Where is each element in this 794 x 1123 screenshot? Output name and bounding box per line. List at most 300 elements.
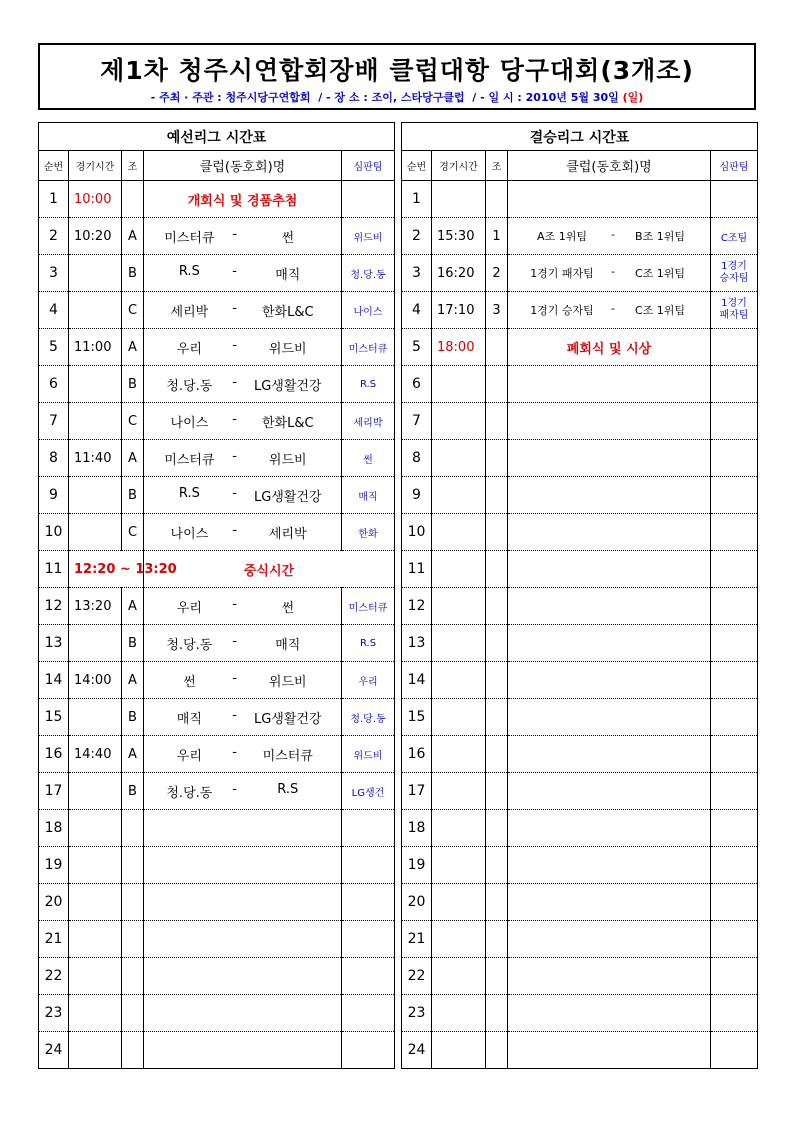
col-header-referee: 심판팀 — [342, 151, 395, 181]
empty-referee — [711, 662, 758, 699]
empty-time — [69, 1032, 122, 1069]
match-cell — [144, 662, 342, 699]
group-cell: B — [122, 699, 144, 736]
referee-cell: 썬 — [342, 440, 395, 477]
team-a: 청.당.동 — [166, 378, 213, 394]
referee-cell: 미스터큐 — [342, 329, 395, 366]
empty-match — [508, 440, 711, 477]
row-number: 12 — [39, 588, 69, 625]
col-header-club: 클럽(동호회)명 — [508, 151, 711, 181]
match-time — [69, 699, 122, 736]
row-number: 24 — [39, 1032, 69, 1069]
empty-time — [69, 921, 122, 958]
row-number: 23 — [402, 995, 432, 1032]
referee-cell — [711, 255, 758, 292]
empty-match — [508, 884, 711, 921]
match-time: 15:30 — [432, 218, 486, 255]
col-header-time: 경기시간 — [432, 151, 486, 181]
final-row — [402, 736, 758, 773]
final-row — [402, 847, 758, 884]
row-number: 15 — [402, 699, 432, 736]
empty-match — [508, 736, 711, 773]
row-number: 6 — [402, 366, 432, 403]
versus-dash: - — [232, 596, 237, 612]
empty-referee — [711, 736, 758, 773]
empty-match — [508, 699, 711, 736]
empty-referee — [342, 958, 395, 995]
final-row — [402, 218, 758, 255]
prelim-row — [39, 625, 395, 662]
final-schedule-table — [401, 122, 758, 1069]
versus-dash: - — [232, 411, 237, 427]
empty-group — [486, 514, 508, 551]
empty-time — [432, 736, 486, 773]
empty-referee — [711, 921, 758, 958]
empty-match — [144, 884, 342, 921]
empty-time — [69, 847, 122, 884]
empty-time — [432, 366, 486, 403]
prelim-row — [39, 810, 395, 847]
empty-time — [69, 958, 122, 995]
empty-group — [122, 810, 144, 847]
team-a: R.S — [178, 485, 200, 501]
empty-match — [508, 477, 711, 514]
team-a: 나이스 — [170, 415, 209, 431]
row-number: 5 — [402, 329, 432, 366]
referee-cell: 우리 — [342, 662, 395, 699]
match-cell — [508, 292, 711, 329]
empty-group — [486, 884, 508, 921]
final-row — [402, 625, 758, 662]
empty-referee — [342, 810, 395, 847]
col-header-time: 경기시간 — [69, 151, 122, 181]
row-number: 16 — [39, 736, 69, 773]
referee-cell: R.S — [342, 366, 395, 403]
row-number: 5 — [39, 329, 69, 366]
empty-group — [122, 1032, 144, 1069]
match-time — [69, 773, 122, 810]
empty-match — [144, 921, 342, 958]
empty-match — [508, 958, 711, 995]
team-a: 미스터큐 — [164, 452, 215, 468]
empty-match — [144, 810, 342, 847]
row-number: 3 — [402, 255, 432, 292]
team-b: 미스터큐 — [262, 748, 313, 764]
prelim-row — [39, 1032, 395, 1069]
final-row — [402, 921, 758, 958]
match-pair — [144, 523, 341, 542]
match-pair — [144, 634, 341, 653]
empty-time — [432, 699, 486, 736]
row-number: 10 — [402, 514, 432, 551]
team-a: 청.당.동 — [166, 637, 213, 653]
empty-group — [486, 440, 508, 477]
empty-referee — [711, 588, 758, 625]
page-title: 제1차 청주시연합회장배 클럽대항 당구대회(3개조) — [100, 56, 694, 85]
referee-two-line — [711, 298, 757, 322]
versus-dash: - — [232, 337, 237, 353]
versus-dash: - — [611, 302, 615, 315]
group-cell: A — [122, 329, 144, 366]
referee-cell: 청.당.동 — [342, 255, 395, 292]
team-b: LG생활건강 — [253, 711, 322, 727]
empty-match — [508, 995, 711, 1032]
empty-time — [432, 773, 486, 810]
match-pair — [508, 302, 710, 318]
final-row — [402, 255, 758, 292]
referee-cell: 나이스 — [342, 292, 395, 329]
empty-time — [432, 995, 486, 1032]
group-cell: B — [122, 255, 144, 292]
match-time: 13:20 — [69, 588, 122, 625]
title-box — [38, 43, 756, 110]
final-row — [402, 699, 758, 736]
team-a: R.S — [178, 263, 200, 279]
row-number: 1 — [39, 181, 69, 218]
team-a: 세리박 — [170, 304, 209, 320]
row-number: 24 — [402, 1032, 432, 1069]
group-cell: A — [122, 440, 144, 477]
versus-dash: - — [232, 300, 237, 316]
row-number: 4 — [402, 292, 432, 329]
match-pair — [144, 671, 341, 690]
row-number: 11 — [402, 551, 432, 588]
subtitle-venue: / - 장 소 : 조이, 스타당구클럽 — [318, 91, 465, 104]
prelim-row — [39, 403, 395, 440]
empty-referee — [711, 625, 758, 662]
final-row — [402, 995, 758, 1032]
empty-match — [508, 551, 711, 588]
empty-referee — [342, 921, 395, 958]
row-number: 7 — [39, 403, 69, 440]
match-cell — [144, 773, 342, 810]
row-number: 7 — [402, 403, 432, 440]
subtitle — [40, 89, 754, 105]
empty-group — [486, 847, 508, 884]
empty-match — [144, 958, 342, 995]
match-time: 17:10 — [432, 292, 486, 329]
prelim-row — [39, 736, 395, 773]
group-cell — [486, 329, 508, 366]
col-header-no: 순번 — [39, 151, 69, 181]
match-cell — [508, 218, 711, 255]
empty-group — [486, 995, 508, 1032]
final-row — [402, 884, 758, 921]
final-row — [402, 588, 758, 625]
match-cell — [144, 477, 342, 514]
row-number: 13 — [402, 625, 432, 662]
empty-group — [122, 995, 144, 1032]
empty-referee — [711, 440, 758, 477]
team-b: LG생활건강 — [253, 489, 322, 505]
empty-time — [432, 551, 486, 588]
col-header-group: 조 — [122, 151, 144, 181]
final-row — [402, 551, 758, 588]
team-b: 세리박 — [268, 526, 307, 542]
versus-dash: - — [232, 744, 237, 760]
match-pair — [144, 745, 341, 764]
row-number: 19 — [402, 847, 432, 884]
final-row — [402, 810, 758, 847]
team-b: R.S — [277, 781, 299, 797]
team-b: 썬 — [281, 600, 295, 616]
empty-time — [432, 514, 486, 551]
team-b: 위드비 — [268, 674, 307, 690]
match-pair — [144, 301, 341, 320]
versus-dash: - — [232, 226, 237, 242]
empty-group — [486, 625, 508, 662]
empty-match — [508, 366, 711, 403]
empty-match — [508, 921, 711, 958]
row-number: 14 — [39, 662, 69, 699]
team-a: 매직 — [176, 711, 202, 727]
empty-referee — [342, 995, 395, 1032]
group-cell: A — [122, 736, 144, 773]
empty-time — [432, 625, 486, 662]
match-pair — [144, 449, 341, 468]
match-cell — [144, 292, 342, 329]
empty-time — [432, 884, 486, 921]
team-a: 우리 — [176, 600, 202, 616]
group-cell: C — [122, 292, 144, 329]
row-number: 22 — [402, 958, 432, 995]
referee-cell — [342, 181, 395, 218]
team-b: C조 1위팀 — [634, 267, 686, 280]
empty-referee — [711, 773, 758, 810]
team-a: 1경기 패자팀 — [530, 267, 594, 280]
prelim-schedule-table — [38, 122, 395, 1069]
empty-referee — [711, 810, 758, 847]
prelim-title: 예선리그 시간표 — [39, 123, 395, 151]
empty-referee — [711, 551, 758, 588]
final-row — [402, 292, 758, 329]
row-number: 2 — [402, 218, 432, 255]
team-b: B조 1위팀 — [635, 230, 685, 243]
team-b: C조 1위팀 — [634, 304, 686, 317]
empty-group — [122, 884, 144, 921]
match-time — [69, 255, 122, 292]
match-cell — [144, 514, 342, 551]
empty-group — [486, 181, 508, 218]
empty-group — [486, 736, 508, 773]
final-row — [402, 440, 758, 477]
prelim-row — [39, 995, 395, 1032]
prelim-row — [39, 699, 395, 736]
referee-cell: 미스터큐 — [342, 588, 395, 625]
prelim-row — [39, 440, 395, 477]
event-time: 10:00 — [69, 181, 122, 218]
match-pair — [144, 227, 341, 246]
group-cell: A — [122, 588, 144, 625]
empty-match — [508, 625, 711, 662]
row-number: 21 — [402, 921, 432, 958]
match-cell — [144, 366, 342, 403]
empty-match — [508, 588, 711, 625]
group-cell: A — [122, 218, 144, 255]
group-cell: B — [122, 366, 144, 403]
match-time — [69, 514, 122, 551]
empty-referee — [342, 1032, 395, 1069]
subtitle-day: (일) — [622, 91, 644, 104]
empty-group — [486, 810, 508, 847]
referee-line-1: 1경기 — [721, 298, 747, 309]
col-header-club: 클럽(동호회)명 — [144, 151, 342, 181]
empty-time — [432, 181, 486, 218]
row-number: 18 — [39, 810, 69, 847]
row-number: 11 — [39, 551, 69, 588]
empty-group — [486, 662, 508, 699]
match-pair — [508, 228, 710, 244]
group-cell: 1 — [486, 218, 508, 255]
empty-match — [144, 847, 342, 884]
match-cell — [144, 588, 342, 625]
team-b: 위드비 — [268, 341, 307, 357]
team-a: 우리 — [176, 748, 202, 764]
empty-match — [144, 1032, 342, 1069]
match-cell — [144, 625, 342, 662]
prelim-row — [39, 181, 395, 218]
match-time: 14:40 — [69, 736, 122, 773]
prelim-row — [39, 884, 395, 921]
empty-group — [486, 551, 508, 588]
row-number: 2 — [39, 218, 69, 255]
versus-dash: - — [232, 522, 237, 538]
versus-dash: - — [232, 781, 237, 797]
versus-dash: - — [232, 485, 237, 501]
match-pair — [144, 338, 341, 357]
empty-group — [122, 921, 144, 958]
empty-match — [508, 514, 711, 551]
match-time — [69, 625, 122, 662]
referee-cell — [711, 329, 758, 366]
match-pair — [144, 597, 341, 616]
match-pair — [144, 264, 341, 283]
referee-cell: LG생건 — [342, 773, 395, 810]
empty-referee — [711, 477, 758, 514]
versus-dash: - — [232, 448, 237, 464]
empty-match — [508, 847, 711, 884]
empty-time — [69, 884, 122, 921]
match-pair — [144, 412, 341, 431]
empty-group — [486, 921, 508, 958]
match-cell — [144, 403, 342, 440]
prelim-row — [39, 958, 395, 995]
versus-dash: - — [232, 633, 237, 649]
group-cell: C — [122, 514, 144, 551]
empty-match — [508, 662, 711, 699]
empty-match — [508, 773, 711, 810]
row-number: 20 — [402, 884, 432, 921]
empty-referee — [711, 958, 758, 995]
referee-cell: C조팀 — [711, 218, 758, 255]
empty-time — [69, 995, 122, 1032]
row-number: 9 — [39, 477, 69, 514]
empty-match — [508, 1032, 711, 1069]
match-cell — [144, 736, 342, 773]
row-number: 15 — [39, 699, 69, 736]
col-header-group: 조 — [486, 151, 508, 181]
row-number: 19 — [39, 847, 69, 884]
empty-match — [508, 181, 711, 218]
prelim-row — [39, 847, 395, 884]
col-header-no: 순번 — [402, 151, 432, 181]
empty-referee — [711, 181, 758, 218]
versus-dash: - — [232, 670, 237, 686]
group-cell: 3 — [486, 292, 508, 329]
empty-time — [69, 810, 122, 847]
team-b: 매직 — [275, 267, 301, 283]
empty-group — [486, 699, 508, 736]
empty-time — [432, 1032, 486, 1069]
empty-time — [432, 958, 486, 995]
match-time: 14:00 — [69, 662, 122, 699]
prelim-row — [39, 366, 395, 403]
group-cell: 2 — [486, 255, 508, 292]
empty-time — [432, 810, 486, 847]
match-pair — [144, 486, 341, 505]
empty-time — [432, 440, 486, 477]
row-number: 14 — [402, 662, 432, 699]
empty-referee — [711, 403, 758, 440]
match-pair — [144, 708, 341, 727]
group-cell: C — [122, 403, 144, 440]
prelim-row — [39, 292, 395, 329]
group-cell: B — [122, 773, 144, 810]
final-title: 결승리그 시간표 — [402, 123, 758, 151]
referee-line-2: 승자팀 — [719, 273, 749, 284]
team-a: 나이스 — [170, 526, 209, 542]
versus-dash: - — [232, 374, 237, 390]
match-time: 10:20 — [69, 218, 122, 255]
team-a: 1경기 승자팀 — [530, 304, 594, 317]
match-cell — [144, 218, 342, 255]
empty-group — [122, 958, 144, 995]
empty-time — [432, 921, 486, 958]
referee-cell: 위드비 — [342, 736, 395, 773]
group-cell — [122, 181, 144, 218]
referee-cell: 한화 — [342, 514, 395, 551]
empty-referee — [711, 366, 758, 403]
empty-group — [486, 588, 508, 625]
row-number: 18 — [402, 810, 432, 847]
row-number: 12 — [402, 588, 432, 625]
team-b: 한화L&C — [261, 415, 314, 431]
referee-line-2: 패자팀 — [719, 310, 749, 321]
row-number: 9 — [402, 477, 432, 514]
match-cell — [144, 329, 342, 366]
row-number: 17 — [39, 773, 69, 810]
final-row — [402, 366, 758, 403]
match-time — [69, 366, 122, 403]
versus-dash: - — [232, 263, 237, 279]
col-header-referee: 심판팀 — [711, 151, 758, 181]
row-number: 4 — [39, 292, 69, 329]
team-b: 위드비 — [268, 452, 307, 468]
prelim-row — [39, 921, 395, 958]
row-number: 17 — [402, 773, 432, 810]
row-number: 21 — [39, 921, 69, 958]
match-time: 16:20 — [432, 255, 486, 292]
empty-group — [486, 773, 508, 810]
final-row — [402, 329, 758, 366]
empty-time — [432, 403, 486, 440]
final-row — [402, 514, 758, 551]
empty-referee — [711, 514, 758, 551]
referee-two-line — [711, 261, 757, 285]
group-cell: B — [122, 625, 144, 662]
match-time — [69, 292, 122, 329]
empty-group — [486, 366, 508, 403]
